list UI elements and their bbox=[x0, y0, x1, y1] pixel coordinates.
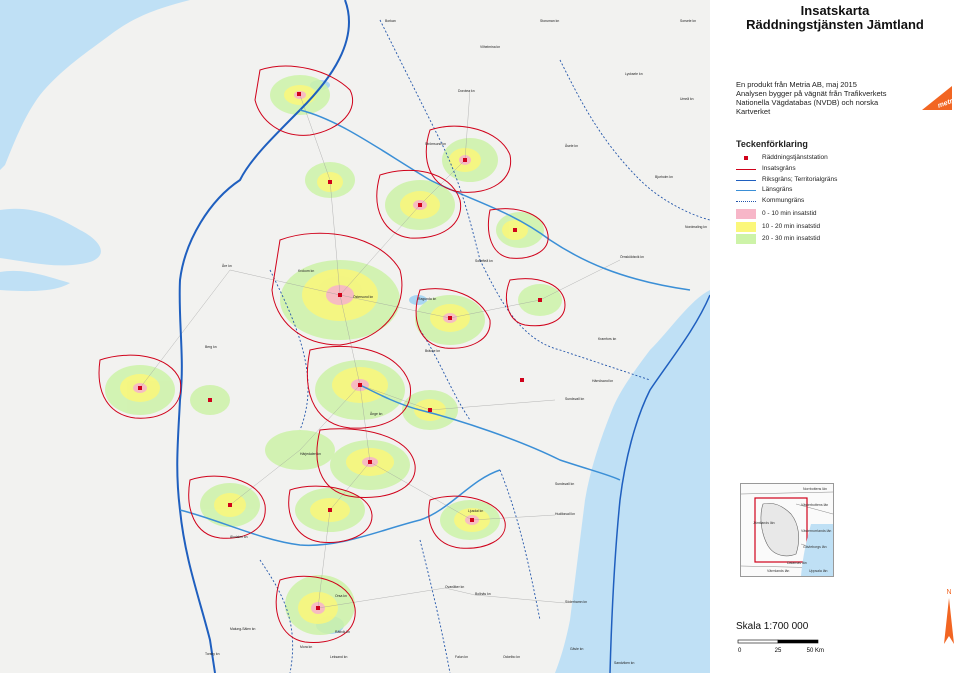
place-label: Ragunda kn bbox=[418, 297, 437, 301]
station-marker[interactable] bbox=[138, 386, 142, 390]
legend-item bbox=[736, 222, 956, 232]
place-label: Sollefteå kn bbox=[475, 259, 493, 263]
station-marker[interactable] bbox=[208, 398, 212, 402]
inset-label: Västerbottens län bbox=[801, 503, 829, 507]
map-subtitle: Räddningstjänsten Jämtland bbox=[746, 17, 924, 32]
legend-item bbox=[736, 196, 956, 206]
place-label: Söderhamn kn bbox=[565, 600, 588, 604]
legend-label: Insatsgräns bbox=[762, 165, 796, 172]
place-label: Rättvik kn bbox=[335, 630, 350, 634]
place-label: Berg kn bbox=[205, 345, 217, 349]
station-marker[interactable] bbox=[448, 316, 452, 320]
legend-item bbox=[736, 164, 956, 174]
place-label: Lycksele kn bbox=[625, 72, 643, 76]
overview-inset-map bbox=[740, 483, 834, 577]
credit-line-3: Nationella Vägdatabas (NVDB) och norska Kartverket bbox=[736, 98, 879, 116]
place-label: Torsby kn bbox=[205, 652, 220, 656]
scale-label: Skala 1:700 000 bbox=[736, 621, 809, 632]
place-label: Leksand kn bbox=[330, 655, 348, 659]
inset-svg bbox=[741, 484, 833, 576]
place-label: Sandviken kn bbox=[614, 661, 635, 665]
place-label: Falun kn bbox=[455, 655, 469, 659]
scale-bar bbox=[736, 636, 826, 656]
credit-text bbox=[736, 80, 906, 116]
place-label: Bjurholm kn bbox=[655, 175, 673, 179]
place-label: Krokom kn bbox=[298, 269, 315, 273]
logo-text: metria bbox=[936, 95, 960, 110]
station-marker[interactable] bbox=[520, 378, 524, 382]
station-marker[interactable] bbox=[428, 408, 432, 412]
legend-symbol bbox=[736, 196, 756, 206]
legend-item bbox=[736, 153, 956, 163]
credit-line-1: En produkt från Metria AB, maj 2015 bbox=[736, 80, 857, 89]
credit-line-2: Analysen bygger på vägnät från Trafikverkets bbox=[736, 89, 887, 98]
legend-symbol bbox=[736, 164, 756, 174]
place-label: Ovanåker kn bbox=[445, 585, 465, 589]
place-label: Sorsele kn bbox=[680, 19, 697, 23]
inset-label: Västernorrlands län bbox=[801, 529, 832, 533]
scale-tick-0: 0 bbox=[738, 648, 742, 654]
place-label: Orsa kn bbox=[335, 594, 347, 598]
legend-symbol bbox=[736, 209, 756, 219]
legend-label: 0 - 10 min insatstid bbox=[762, 210, 817, 217]
inset-label: Dalarnas län bbox=[787, 561, 807, 565]
legend-item bbox=[736, 209, 956, 219]
place-label: Mora kn bbox=[300, 645, 313, 649]
place-label: Umeå kn bbox=[680, 97, 694, 101]
place-label: Härnösand kn bbox=[592, 379, 614, 383]
place-label: Sundsvall kn bbox=[555, 482, 575, 486]
place-label: Nordmaling kn bbox=[685, 225, 707, 229]
place-label: Örnsköldsvik kn bbox=[620, 255, 644, 259]
place-label: Östersund kn bbox=[353, 295, 374, 299]
legend-label: 20 - 30 min insatstid bbox=[762, 235, 821, 242]
station-marker[interactable] bbox=[470, 518, 474, 522]
scale-tick-1: 25 bbox=[774, 648, 782, 654]
station-marker[interactable] bbox=[538, 298, 542, 302]
north-arrow bbox=[942, 586, 956, 646]
place-label: Malung-Sälen kn bbox=[230, 627, 256, 631]
place-label: Bräcke kn bbox=[425, 349, 441, 353]
legend-item bbox=[736, 175, 956, 185]
station-marker[interactable] bbox=[368, 460, 372, 464]
place-label: Borkan bbox=[385, 19, 396, 23]
place-label: Åre kn bbox=[222, 264, 232, 268]
station-marker[interactable] bbox=[316, 606, 320, 610]
legend-symbol bbox=[736, 222, 756, 232]
place-label: Vilhelmina kn bbox=[480, 45, 501, 49]
legend-symbol bbox=[736, 175, 756, 185]
inset-label: Gävleborgs län bbox=[803, 545, 827, 549]
station-marker[interactable] bbox=[328, 180, 332, 184]
place-label: Sundsvall kn bbox=[565, 397, 585, 401]
legend-label: Riksgräns; Territorialgräns bbox=[762, 176, 838, 183]
place-label: Ljusdal kn bbox=[468, 509, 484, 513]
legend-panel bbox=[710, 0, 960, 673]
legend-item bbox=[736, 185, 956, 195]
place-label: Ockelbo kn bbox=[503, 655, 520, 659]
inset-label: Värmlands län bbox=[767, 569, 790, 573]
place-label: Kramfors kn bbox=[598, 337, 617, 341]
place-label: Härjedalen kn bbox=[300, 452, 321, 456]
station-marker[interactable] bbox=[297, 92, 301, 96]
inset-label: Uppsala län bbox=[809, 569, 828, 573]
legend-label: 10 - 20 min insatstid bbox=[762, 223, 821, 230]
station-marker[interactable] bbox=[513, 228, 517, 232]
station-marker[interactable] bbox=[418, 203, 422, 207]
legend-symbol bbox=[736, 153, 756, 163]
north-letter: N bbox=[946, 589, 952, 596]
inset-label: Jämtlands län bbox=[753, 521, 775, 525]
legend-label: Länsgräns bbox=[762, 186, 793, 193]
scale-tick-2: 50 Km bbox=[806, 648, 824, 654]
legend-symbol bbox=[736, 234, 756, 244]
place-label: Storuman kn bbox=[540, 19, 560, 23]
place-label: Dorotea kn bbox=[458, 89, 475, 93]
station-marker[interactable] bbox=[463, 158, 467, 162]
place-label: Älvdalen kn bbox=[230, 535, 248, 539]
place-label: Åsele kn bbox=[565, 144, 579, 148]
place-label: Hudiksvall kn bbox=[555, 512, 575, 516]
map-title: Insatskarta bbox=[800, 3, 870, 18]
station-marker[interactable] bbox=[328, 508, 332, 512]
inset-county-outline bbox=[761, 503, 799, 556]
station-marker[interactable] bbox=[358, 383, 362, 387]
inset-label: Norrbottens län bbox=[803, 487, 827, 491]
legend-label: Räddningstjänststation bbox=[762, 154, 828, 161]
legend-item bbox=[736, 234, 956, 244]
legend-label: Kommungräns bbox=[762, 197, 805, 204]
station-marker[interactable] bbox=[338, 293, 342, 297]
legend-symbol bbox=[736, 185, 756, 195]
place-label: Strömsund kn bbox=[425, 142, 446, 146]
legend-title: Teckenförklaring bbox=[736, 139, 808, 149]
metria-logo bbox=[918, 82, 960, 112]
place-label: Ånge kn bbox=[370, 412, 383, 416]
station-marker[interactable] bbox=[228, 503, 232, 507]
place-label: Gävle kn bbox=[570, 647, 584, 651]
place-label: Bollnäs kn bbox=[475, 592, 491, 596]
